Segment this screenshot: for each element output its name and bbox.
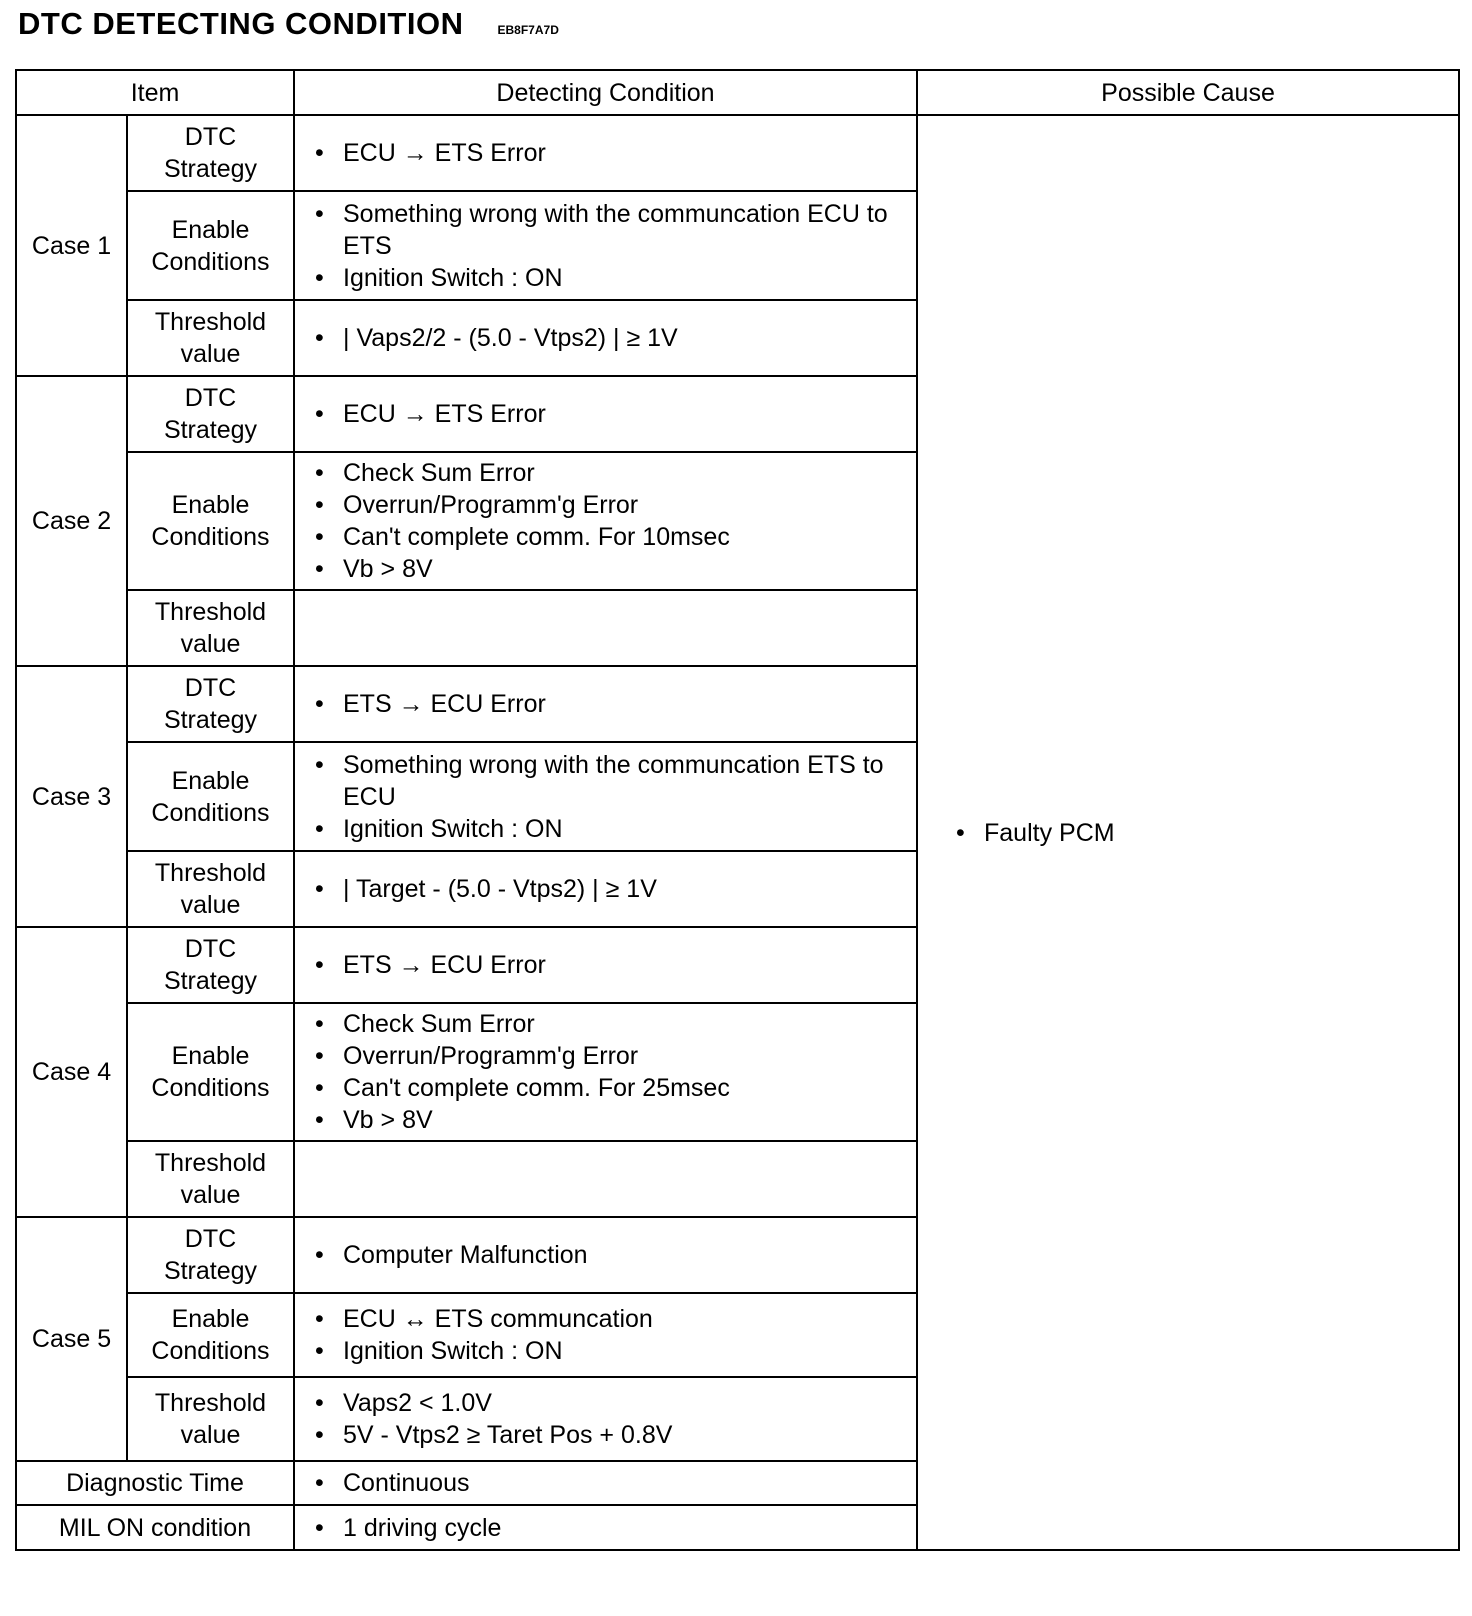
case-3-strategy-label-line-1: DTC (184, 674, 237, 702)
mil-on-value (294, 1505, 917, 1550)
case-1-enable-label-line-2: Conditions (151, 247, 270, 276)
diagnostic-time-value (294, 1461, 917, 1505)
case-4-strategy-condition (294, 927, 917, 1003)
case-2-threshold-label-line-1: Threshold (154, 598, 267, 626)
list-item: • Check Sum Error (315, 1008, 908, 1040)
case-4-threshold-label-line-1: Threshold (154, 1149, 267, 1177)
case-1-threshold-condition (294, 300, 917, 376)
mil-on-label: MIL ON condition (16, 1505, 294, 1550)
header-possible-cause: Possible Cause (917, 70, 1459, 115)
case-5-threshold-label-line-1: Threshold (154, 1389, 267, 1417)
case-3-strategy-condition-list (315, 688, 908, 720)
mil-on-list (315, 1512, 908, 1544)
case-5-strategy-label-line-1: DTC (184, 1225, 237, 1253)
case-4-threshold-label (127, 1141, 294, 1217)
case-2-label: Case 2 (16, 376, 127, 666)
list-item: • ETS → ECU Error (315, 949, 908, 981)
case-3-threshold-condition-list (315, 873, 908, 905)
table-row (16, 115, 1459, 191)
list-item: • Ignition Switch : ON (315, 262, 908, 294)
case-3-label: Case 3 (16, 666, 127, 927)
diagnostic-time-label: Diagnostic Time (16, 1461, 294, 1505)
possible-cause-item: • Faulty PCM (956, 817, 1458, 849)
case-4-strategy-label-line-2: Strategy (163, 967, 258, 995)
case-1-strategy-condition-list (315, 137, 908, 169)
case-3-enable-label-line-2: Conditions (151, 798, 270, 827)
case-1-enable-label-line-1: Enable (171, 215, 250, 244)
case-3-strategy-label-line-2: Strategy (163, 706, 258, 734)
diagnostic-time-list (315, 1467, 908, 1499)
list-item: • Computer Malfunction (315, 1239, 908, 1271)
case-3-enable-condition (294, 742, 917, 851)
case-1-threshold-label-line-1: Threshold (154, 308, 267, 336)
list-item: • Continuous (315, 1467, 908, 1499)
list-item: • Vb > 8V (315, 1104, 908, 1136)
case-5-enable-condition-list (315, 1303, 908, 1367)
case-2-enable-condition (294, 452, 917, 590)
dtc-table (15, 69, 1460, 1551)
document-code: EB8F7A7D (497, 23, 559, 37)
case-2-threshold-condition (294, 590, 917, 666)
case-5-label: Case 5 (16, 1217, 127, 1461)
list-item: • Vb > 8V (315, 553, 908, 585)
case-2-strategy-label (127, 376, 294, 452)
list-item: • 5V - Vtps2 ≥ Taret Pos + 0.8V (315, 1419, 908, 1451)
case-1-threshold-label (127, 300, 294, 376)
case-1-enable-label (127, 191, 294, 300)
case-1-strategy-label (127, 115, 294, 191)
case-1-strategy-label-line-1: DTC (184, 123, 237, 151)
case-4-enable-label-line-1: Enable (171, 1042, 250, 1070)
case-1-label: Case 1 (16, 115, 127, 376)
case-4-enable-condition-list (315, 1008, 908, 1136)
case-4-enable-condition (294, 1003, 917, 1141)
case-5-enable-label (127, 1293, 294, 1377)
list-item: • Can't complete comm. For 10msec (315, 521, 908, 553)
header-row (16, 70, 1459, 115)
page-heading (18, 6, 559, 50)
list-item: • Can't complete comm. For 25msec (315, 1072, 908, 1104)
case-2-enable-label-line-1: Enable (171, 491, 250, 519)
case-2-strategy-label-line-2: Strategy (163, 416, 258, 444)
case-5-enable-label-line-1: Enable (171, 1305, 250, 1333)
case-3-strategy-condition (294, 666, 917, 742)
case-4-enable-label-line-2: Conditions (151, 1074, 270, 1102)
case-3-threshold-condition (294, 851, 917, 927)
case-3-threshold-label (127, 851, 294, 927)
case-4-enable-label (127, 1003, 294, 1141)
case-2-enable-condition-list (315, 457, 908, 585)
case-5-strategy-condition-list (315, 1239, 908, 1271)
case-5-threshold-label-line-2: value (180, 1421, 241, 1449)
list-item: • Something wrong with the communcation ECU to ETS (315, 198, 908, 262)
list-item: • Check Sum Error (315, 457, 908, 489)
case-5-enable-condition (294, 1293, 917, 1377)
case-2-enable-label-line-2: Conditions (151, 523, 270, 551)
case-3-strategy-label (127, 666, 294, 742)
list-item: • Vaps2 < 1.0V (315, 1387, 908, 1419)
list-item: • 1 driving cycle (315, 1512, 908, 1544)
case-2-strategy-condition (294, 376, 917, 452)
case-1-threshold-label-line-2: value (180, 340, 241, 368)
page-title: DTC DETECTING CONDITION (18, 6, 464, 41)
case-5-threshold-condition (294, 1377, 917, 1461)
possible-cause-list (956, 817, 1458, 849)
list-item: • | Target - (5.0 - Vtps2) | ≥ 1V (315, 873, 908, 905)
case-1-strategy-label-line-2: Strategy (163, 155, 258, 183)
list-item: • Overrun/Programm'g Error (315, 1040, 908, 1072)
list-item: • ECU → ETS Error (315, 398, 908, 430)
case-2-enable-label (127, 452, 294, 590)
case-1-threshold-condition-list (315, 322, 908, 354)
case-3-enable-condition-list (315, 749, 908, 845)
list-item: • | Vaps2/2 - (5.0 - Vtps2) | ≥ 1V (315, 322, 908, 354)
header-detecting-condition: Detecting Condition (294, 70, 917, 115)
header-item: Item (16, 70, 294, 115)
case-1-enable-condition (294, 191, 917, 300)
case-5-strategy-label (127, 1217, 294, 1293)
case-2-strategy-label-line-1: DTC (184, 384, 237, 412)
case-4-label: Case 4 (16, 927, 127, 1217)
case-4-threshold-condition (294, 1141, 917, 1217)
case-5-threshold-condition-list (315, 1387, 908, 1451)
case-3-threshold-label-line-1: Threshold (154, 859, 267, 887)
list-item: • Ignition Switch : ON (315, 813, 908, 845)
list-item: • Ignition Switch : ON (315, 1335, 908, 1367)
list-item: • ETS → ECU Error (315, 688, 908, 720)
case-4-strategy-label-line-1: DTC (184, 935, 237, 963)
case-4-threshold-label-line-2: value (180, 1181, 241, 1209)
list-item: • ECU → ETS Error (315, 137, 908, 169)
case-4-strategy-label (127, 927, 294, 1003)
list-item: • Something wrong with the communcation ETS to ECU (315, 749, 908, 813)
case-3-threshold-label-line-2: value (180, 891, 241, 919)
case-4-strategy-condition-list (315, 949, 908, 981)
case-5-enable-label-line-2: Conditions (151, 1337, 270, 1365)
possible-cause-cell (917, 115, 1459, 1550)
case-1-enable-condition-list (315, 198, 908, 294)
case-1-strategy-condition (294, 115, 917, 191)
list-item: • Overrun/Programm'g Error (315, 489, 908, 521)
case-5-strategy-label-line-2: Strategy (163, 1257, 258, 1285)
case-3-enable-label-line-1: Enable (171, 766, 250, 795)
case-5-strategy-condition (294, 1217, 917, 1293)
case-2-strategy-condition-list (315, 398, 908, 430)
case-5-threshold-label (127, 1377, 294, 1461)
case-3-enable-label (127, 742, 294, 851)
list-item: • ECU ↔ ETS communcation (315, 1303, 908, 1335)
case-2-threshold-label (127, 590, 294, 666)
case-2-threshold-label-line-2: value (180, 630, 241, 658)
